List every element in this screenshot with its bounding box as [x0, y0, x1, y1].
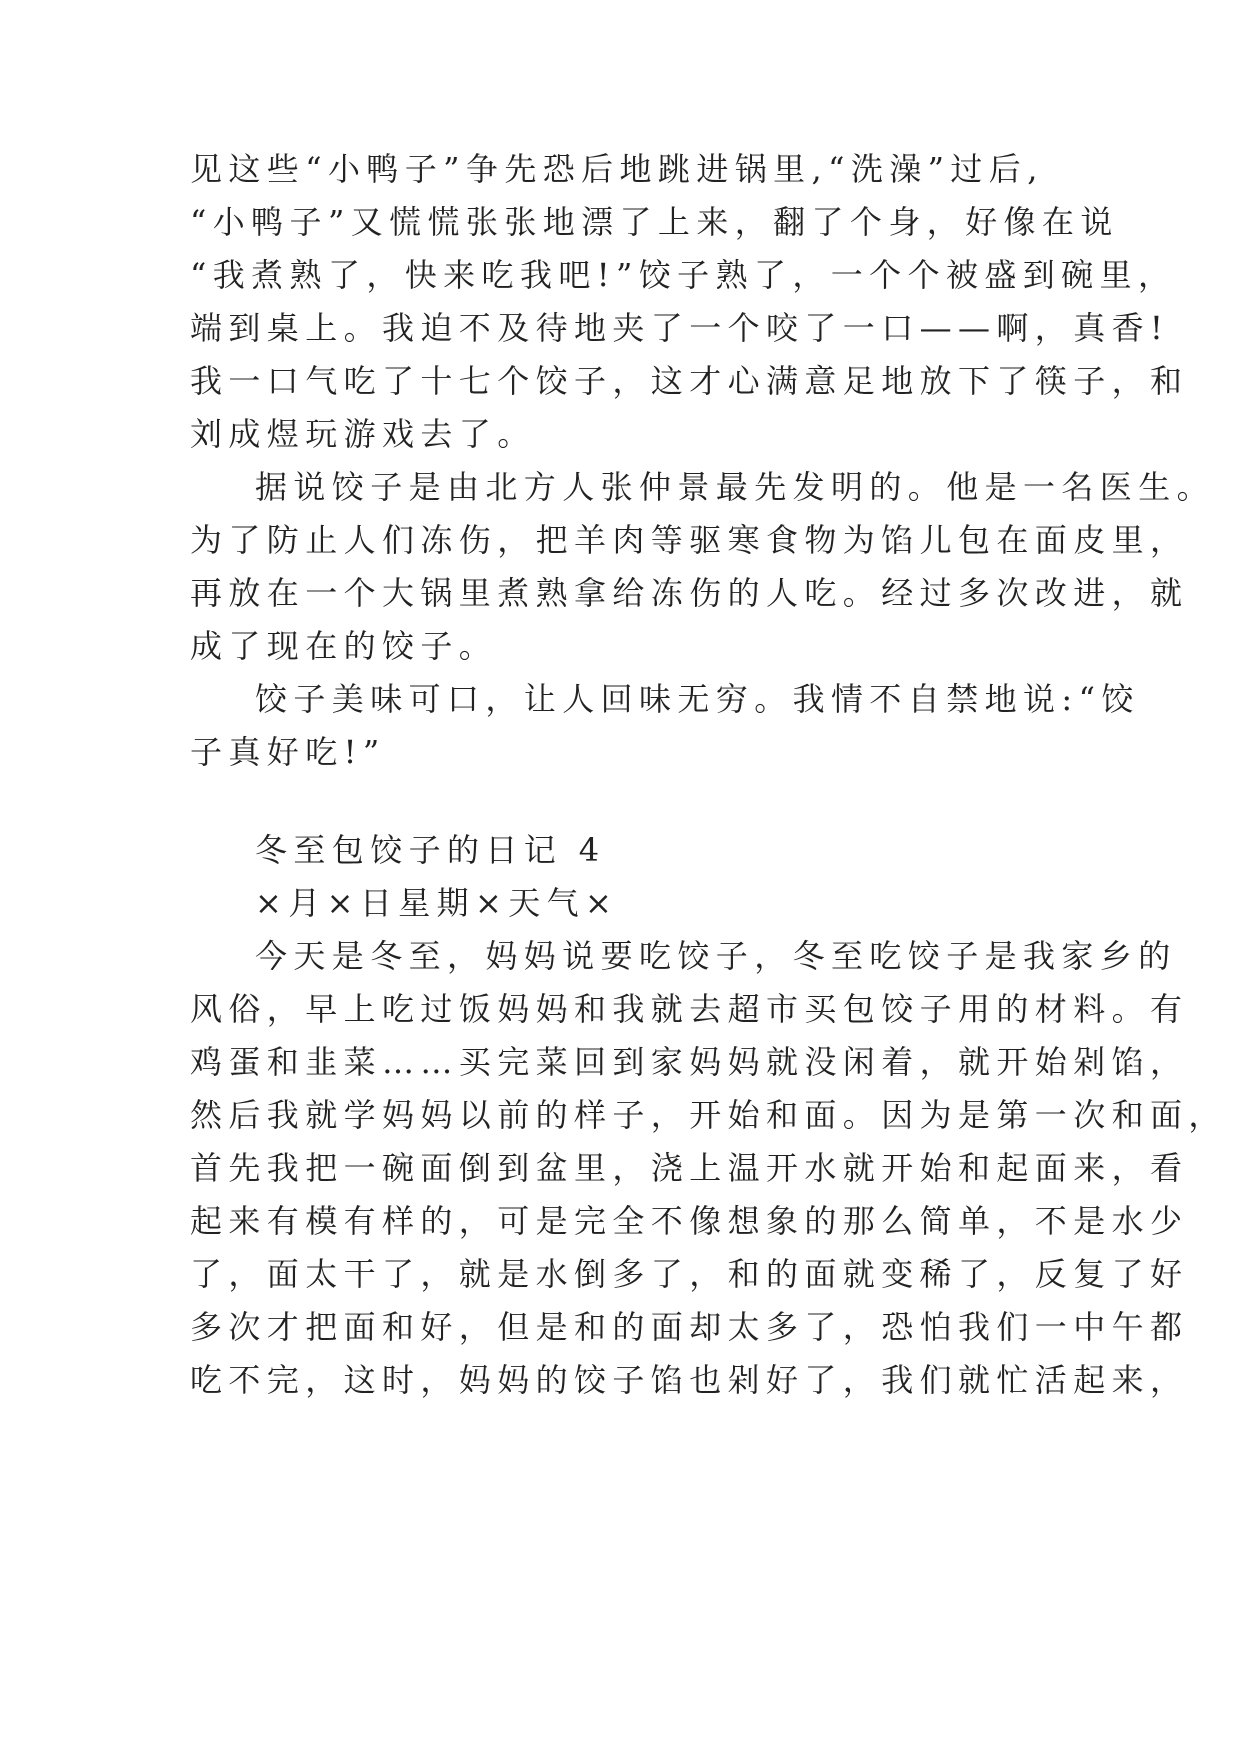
- paragraph-diary-body-line-9: 吃不完，这时，妈妈的饺子馅也剁好了，我们就忙活起来，: [190, 1361, 1189, 1399]
- paragraph-story-end-line-2: “小鸭子”又慌慌张张地漂了上来，翻了个身，好像在说: [190, 203, 1119, 241]
- paragraph-story-end-line-6: 刘成煜玩游戏去了。: [190, 415, 536, 453]
- paragraph-origin-line-1: 据说饺子是由北方人张仲景最先发明的。他是一名医生。: [255, 468, 1216, 506]
- paragraph-diary-body-line-8: 多次才把面和好，但是和的面却太多了，恐怕我们一中午都: [190, 1308, 1189, 1346]
- paragraph-diary-body-line-3: 鸡蛋和韭菜……买完菜回到家妈妈就没闲着，就开始剁馅，: [190, 1043, 1189, 1081]
- paragraph-origin-line-2: 为了防止人们冻伤，把羊肉等驱寒食物为馅儿包在面皮里，: [190, 521, 1189, 559]
- paragraph-origin-line-4: 成了现在的饺子。: [190, 627, 498, 665]
- paragraph-story-end-line-4: 端到桌上。我迫不及待地夹了一个咬了一口——啊，真香!: [190, 309, 1170, 347]
- paragraph-diary-body-line-5: 首先我把一碗面倒到盆里，浇上温开水就开始和起面来，看: [190, 1149, 1189, 1187]
- paragraph-diary-body-line-1: 今天是冬至，妈妈说要吃饺子，冬至吃饺子是我家乡的: [255, 937, 1177, 975]
- paragraph-origin-line-3: 再放在一个大锅里煮熟拿给冻伤的人吃。经过多次改进，就: [190, 574, 1189, 612]
- diary-date: ×月×日星期×天气×: [255, 884, 619, 922]
- paragraph-diary-body-line-2: 风俗，早上吃过饭妈妈和我就去超市买包饺子用的材料。有: [190, 990, 1189, 1028]
- paragraph-diary-body-line-6: 起来有模有样的，可是完全不像想象的那么简单，不是水少: [190, 1202, 1189, 1240]
- paragraph-story-end-line-1: 见这些“小鸭子”争先恐后地跳进锅里,“洗澡”过后,: [190, 150, 1044, 188]
- diary-title: 冬至包饺子的日记 4: [255, 831, 606, 869]
- paragraph-diary-body-line-7: 了，面太干了，就是水倒多了，和的面就变稀了，反复了好: [190, 1255, 1189, 1293]
- paragraph-story-end-line-5: 我一口气吃了十七个饺子，这才心满意足地放下了筷子，和: [190, 362, 1189, 400]
- paragraph-story-end-line-3: “我煮熟了，快来吃我吧!”饺子熟了，一个个被盛到碗里，: [190, 256, 1177, 294]
- paragraph-conclusion-line-1: 饺子美味可口，让人回味无穷。我情不自禁地说:“饺: [255, 680, 1140, 718]
- paragraph-diary-body-line-4: 然后我就学妈妈以前的样子，开始和面。因为是第一次和面，: [190, 1096, 1227, 1134]
- paragraph-conclusion-line-2: 子真好吃!”: [190, 733, 386, 771]
